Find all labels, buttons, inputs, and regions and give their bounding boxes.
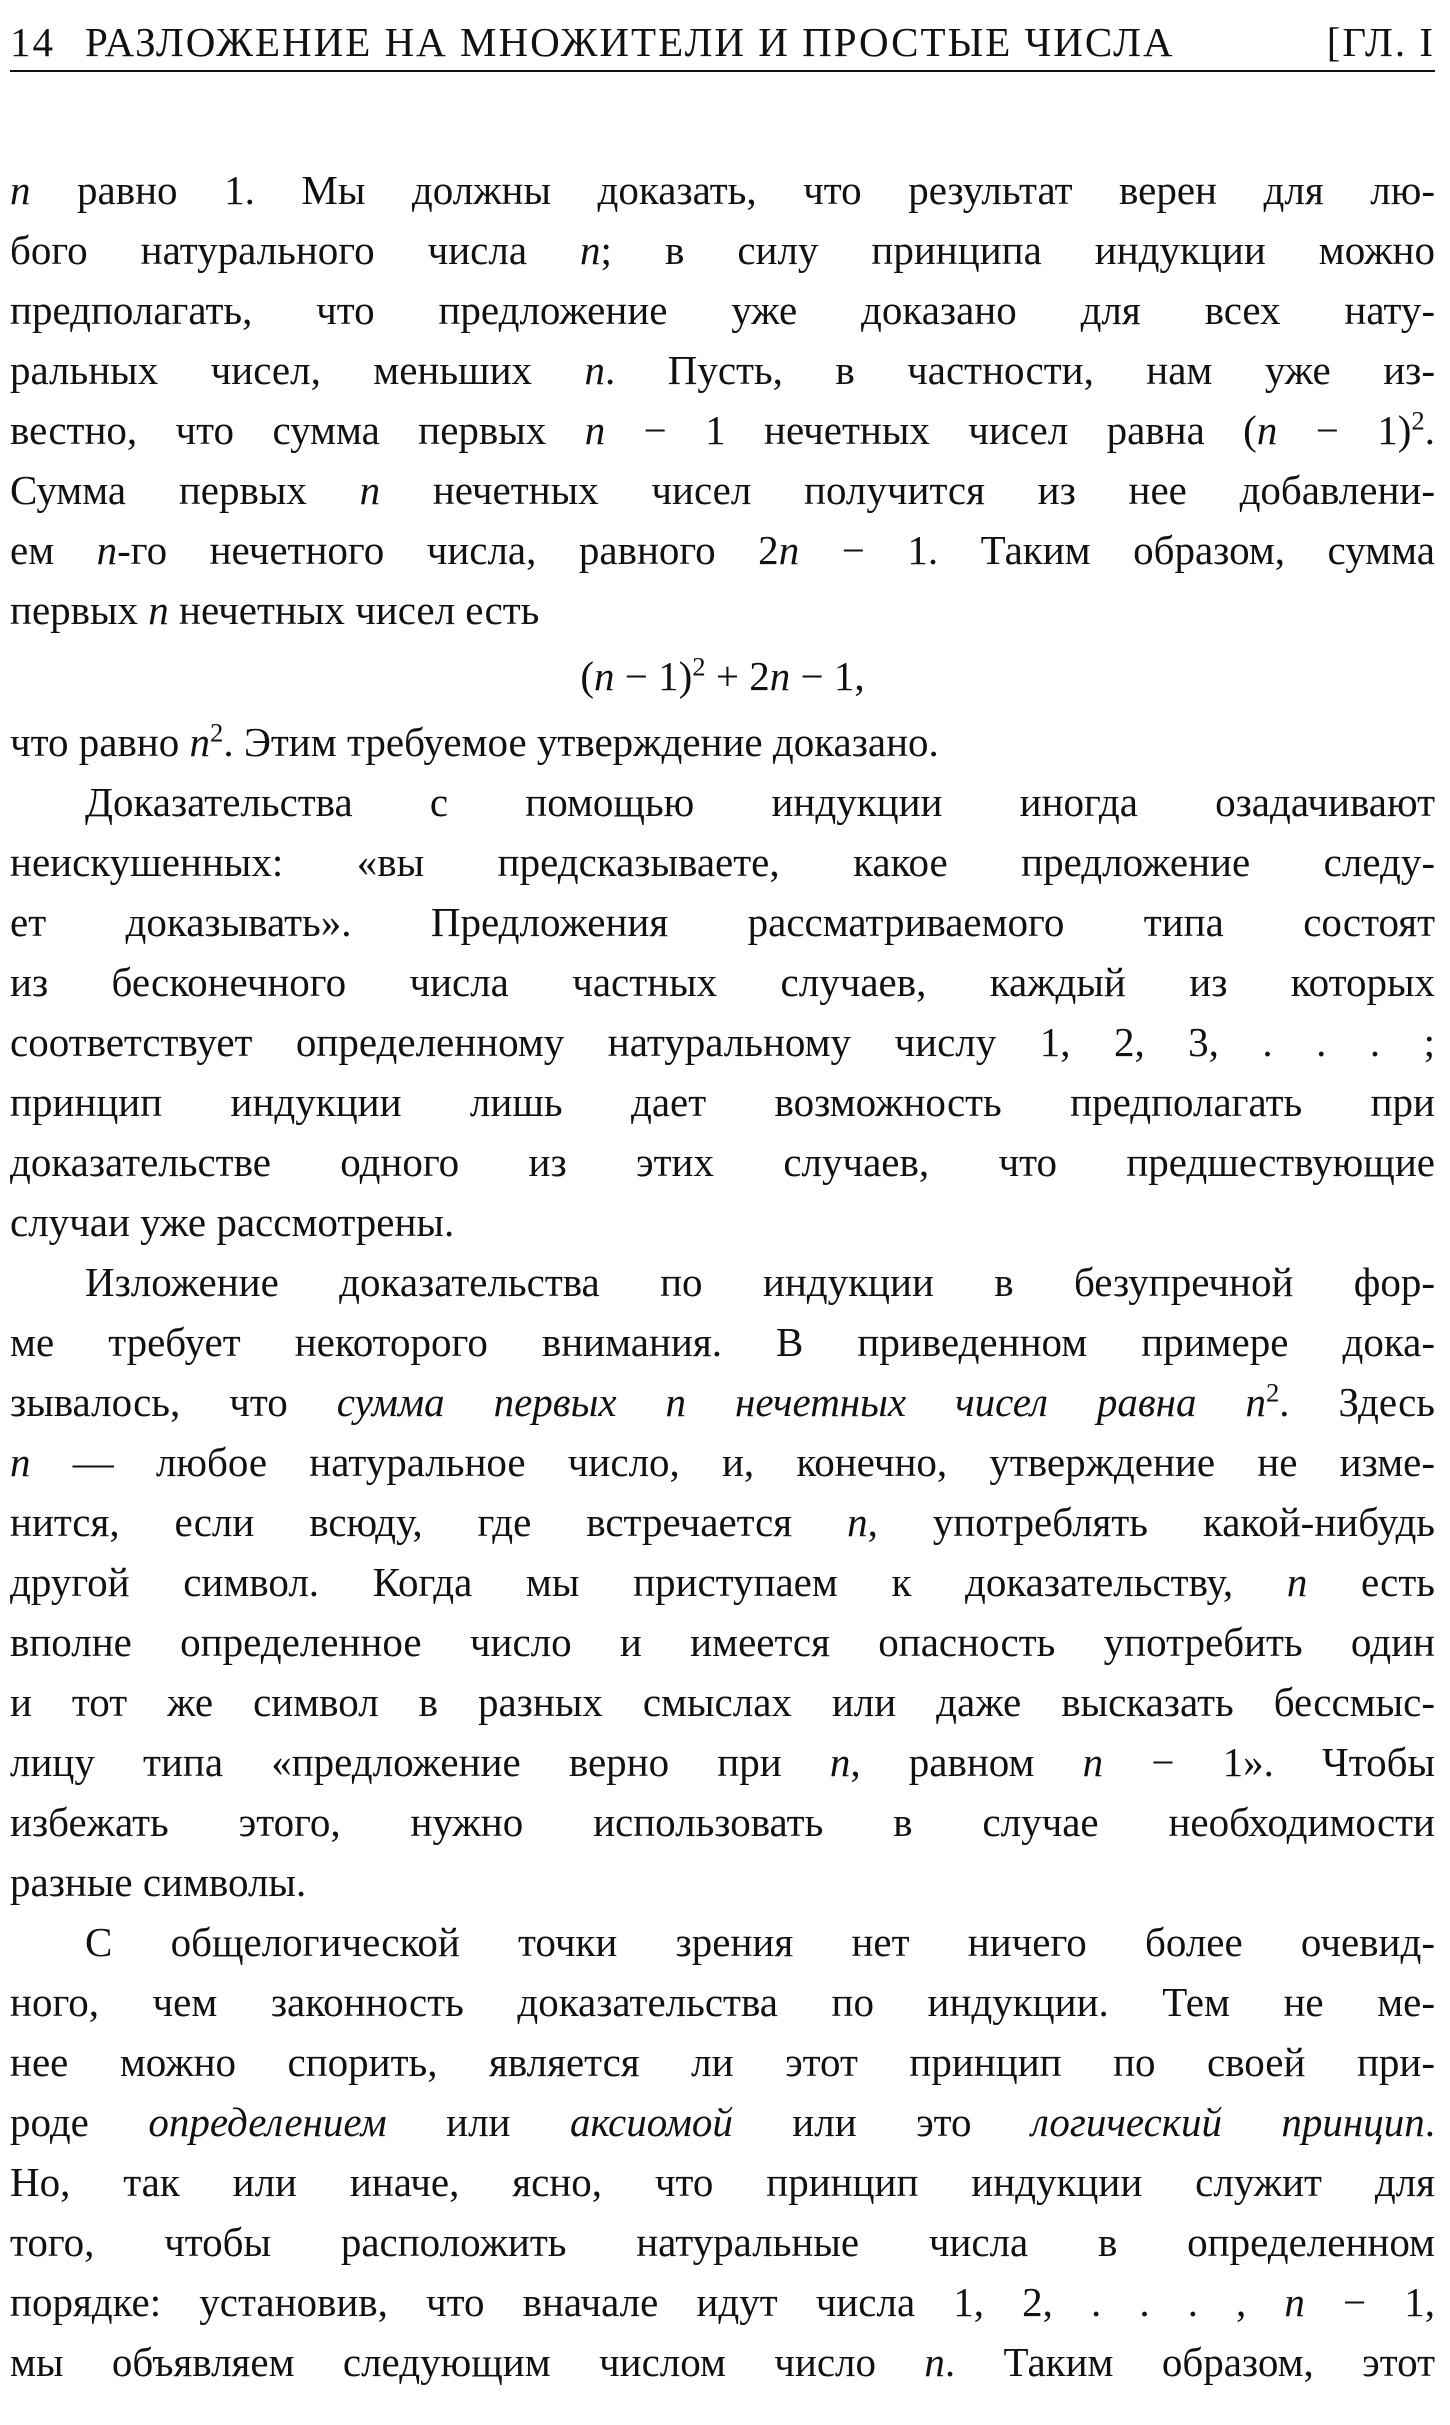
text-line <box>10 160 1435 220</box>
text-segment: , употреблять какой-нибудь <box>867 1499 1435 1545</box>
text-segment: роде <box>10 2099 149 2145</box>
text-segment: − 1) <box>614 653 693 699</box>
math-variable: n <box>594 653 615 699</box>
text-line <box>10 1312 1435 1372</box>
text-line <box>10 2212 1435 2272</box>
text-segment: вполне определенное число и имеется опасность употребить один <box>10 1619 1435 1665</box>
superscript: 2 <box>210 717 224 748</box>
running-head-left <box>10 14 1175 70</box>
paragraph-last-line <box>10 580 1435 640</box>
text-segment: что равно <box>10 719 190 765</box>
text-segment: первых <box>10 587 149 633</box>
math-variable: n <box>1245 1379 1266 1425</box>
text-line <box>10 460 1435 520</box>
chapter-title: РАЗЛОЖЕНИЕ НА МНОЖИТЕЛИ И ПРОСТЫЕ ЧИСЛА <box>85 19 1175 65</box>
paragraph-first-line <box>10 772 1435 832</box>
math-variable: n <box>584 407 606 453</box>
text-segment: + 2 <box>705 653 770 699</box>
text-segment: случаи уже рассмотрены. <box>10 1199 455 1245</box>
text-segment: − 1, <box>1304 2279 1436 2325</box>
text-segment: бого натурального числа <box>10 227 581 273</box>
math-variable: n <box>189 719 210 765</box>
text-segment: разные символы. <box>10 1859 307 1905</box>
display-formula <box>10 646 1435 706</box>
text-segment: . Пусть, в частности, нам уже из- <box>605 347 1435 393</box>
emphasis-text: определением <box>148 2099 387 2145</box>
math-variable: n <box>10 167 31 213</box>
superscript: 2 <box>1265 1377 1280 1408</box>
text-segment: принцип индукции лишь дает возможность предполагать при <box>10 1079 1435 1125</box>
text-segment: из бесконечного числа частных случаев, каждый из которых <box>10 959 1435 1005</box>
text-segment: ме требует некоторого внимания. В приведенном примере дока- <box>10 1319 1435 1365</box>
math-variable: n <box>665 1379 687 1425</box>
text-line <box>10 2032 1435 2092</box>
paragraph-last-line <box>10 712 1435 772</box>
text-segment: предполагать, что предложение уже доказано для всех нату- <box>10 287 1435 333</box>
text-segment: равно 1. Мы должны доказать, что результат верен для лю- <box>30 167 1435 213</box>
text-segment: мы объявляем следующим числом число <box>10 2339 925 2385</box>
text-segment: — любое натуральное число, и, конечно, утверждение не изме- <box>30 1439 1435 1485</box>
text-line <box>10 832 1435 892</box>
text-line <box>10 1132 1435 1192</box>
math-variable: n <box>924 2339 945 2385</box>
emphasis-text: аксиомой <box>569 2099 733 2145</box>
text-line <box>10 1072 1435 1132</box>
text-segment: . <box>1424 407 1435 453</box>
text-segment: избежать этого, нужно использовать в случае необходимости <box>10 1799 1435 1845</box>
page-number: 14 <box>10 19 55 65</box>
math-variable: n <box>847 1499 868 1545</box>
text-line <box>10 520 1435 580</box>
text-segment: того, чтобы расположить натуральные числа в определенном <box>10 2219 1435 2265</box>
text-segment: ет доказывать». Предложения рассматриваемого типа состоят <box>10 899 1435 945</box>
text-segment: Но, так или иначе, ясно, что принцип индукции служит для <box>10 2159 1435 2205</box>
math-variable: n <box>1256 407 1278 453</box>
math-variable: n <box>96 527 118 573</box>
text-segment: вестно, что сумма первых <box>10 407 585 453</box>
text-segment: ного, чем законность доказательства по индукции. Тем не ме- <box>10 1979 1435 2025</box>
running-head <box>10 14 1435 72</box>
text-segment: Изложение доказательства по индукции в безупречной фор- <box>85 1259 1435 1305</box>
math-variable: n <box>580 227 601 273</box>
text-line <box>10 2332 1435 2392</box>
text-segment: . Этим требуемое утверждение доказано. <box>223 719 939 765</box>
text-segment: Доказательства с помощью индукции иногда озадачивают <box>85 779 1435 825</box>
text-segment: нее можно спорить, является ли этот принцип по своей при- <box>10 2039 1435 2085</box>
text-segment: ( <box>580 653 595 699</box>
text-segment: ; в силу принципа индукции можно <box>600 227 1435 273</box>
text-segment: . Здесь <box>1279 1379 1435 1425</box>
text-segment: доказательстве одного из этих случаев, что предшествующие <box>10 1139 1435 1185</box>
text-segment: есть <box>1307 1559 1435 1605</box>
emphasis-text: сумма первых <box>336 1379 666 1425</box>
text-segment: порядке: установив, что вначале идут числа 1, 2, . . . , <box>10 2279 1285 2325</box>
text-line <box>10 1612 1435 1672</box>
emphasis-text: нечетных чисел равна <box>686 1379 1246 1425</box>
text-line <box>10 952 1435 1012</box>
text-line <box>10 2092 1435 2152</box>
math-variable: n <box>1082 1739 1104 1785</box>
text-segment: , равном <box>850 1739 1083 1785</box>
text-segment: нечетных чисел есть <box>168 587 540 633</box>
paragraph-first-line <box>10 1252 1435 1312</box>
text-segment: . Таким образом, этот <box>944 2339 1435 2385</box>
text-segment: . <box>1424 2099 1435 2145</box>
math-variable: n <box>148 587 169 633</box>
text-segment: ральных чисел, меньших <box>10 347 585 393</box>
superscript: 2 <box>1411 405 1425 436</box>
math-variable: n <box>1286 1559 1308 1605</box>
text-segment: лицу типа «предложение верно при <box>10 1739 830 1785</box>
text-segment: -го нечетного числа, равного 2 <box>117 527 779 573</box>
text-line <box>10 892 1435 952</box>
math-variable: n <box>10 1439 31 1485</box>
text-line <box>10 1732 1435 1792</box>
text-line <box>10 1492 1435 1552</box>
math-variable: n <box>778 527 800 573</box>
text-line <box>10 400 1435 460</box>
text-segment: − 1». Чтобы <box>1103 1739 1435 1785</box>
text-segment: ем <box>10 527 97 573</box>
paragraph-last-line <box>10 1852 1435 1912</box>
math-variable: n <box>1284 2279 1305 2325</box>
math-variable: n <box>769 653 791 699</box>
text-segment: неискушенных: «вы предсказываете, какое предложение следу- <box>10 839 1435 885</box>
text-line <box>10 1012 1435 1072</box>
text-segment: − 1) <box>1277 407 1412 453</box>
chapter-marker: [ГЛ. I <box>1326 19 1435 65</box>
text-line <box>10 1792 1435 1852</box>
text-line <box>10 1552 1435 1612</box>
emphasis-text: логический принцип <box>1031 2099 1425 2145</box>
text-line <box>10 1672 1435 1732</box>
text-segment: или это <box>732 2099 1031 2145</box>
math-variable: n <box>829 1739 851 1785</box>
text-segment: зывалось, что <box>10 1379 337 1425</box>
text-segment: − 1 нечетных чисел равна ( <box>605 407 1257 453</box>
text-segment: нится, если всюду, где встречается <box>10 1499 848 1545</box>
math-variable: n <box>359 467 381 513</box>
text-segment: другой символ. Когда мы приступаем к доказательству, <box>10 1559 1287 1605</box>
text-line <box>10 340 1435 400</box>
text-segment: нечетных чисел получится из нее добавлени- <box>380 467 1436 513</box>
text-segment: − 1. Таким образом, сумма <box>799 527 1435 573</box>
text-line <box>10 2152 1435 2212</box>
text-line <box>10 1372 1435 1432</box>
text-segment: соответствует определенному натуральному числу 1, 2, 3, . . . ; <box>10 1019 1435 1065</box>
text-line <box>10 220 1435 280</box>
text-line <box>10 280 1435 340</box>
superscript: 2 <box>692 651 706 682</box>
text-segment: или <box>386 2099 570 2145</box>
text-segment: С общелогической точки зрения нет ничего более очевид- <box>85 1919 1435 1965</box>
paragraph-last-line <box>10 1192 1435 1252</box>
text-segment: − 1, <box>790 653 865 699</box>
body-text <box>10 160 1435 2392</box>
text-line <box>10 1972 1435 2032</box>
text-line <box>10 1432 1435 1492</box>
paragraph-first-line <box>10 1912 1435 1972</box>
text-segment: и тот же символ в разных смыслах или даже высказать бессмыс- <box>10 1679 1435 1725</box>
text-line <box>10 2272 1435 2332</box>
text-segment: Сумма первых <box>10 467 360 513</box>
math-variable: n <box>584 347 606 393</box>
